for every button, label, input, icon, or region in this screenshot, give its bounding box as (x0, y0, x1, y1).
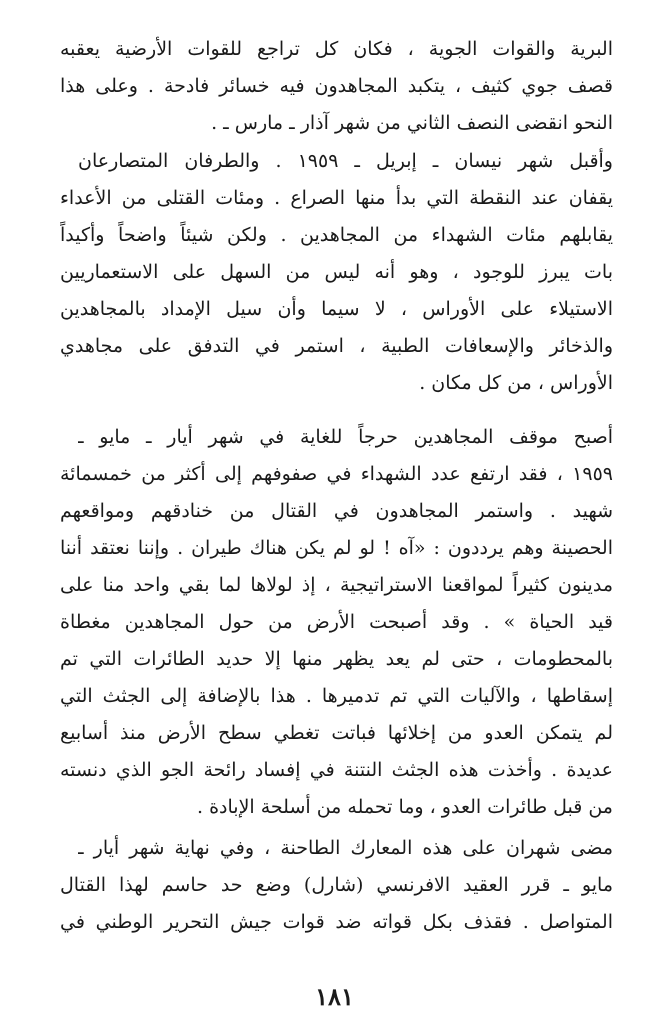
text-line: البرية والقوات الجوية ، فكان كل تراجع للقوات الأرضية يعقبه (60, 38, 613, 60)
text-line: ١٩٥٩ ، فقد ارتفع عدد الشهداء في صفوفهم إلى أكثر من خمسمائة (60, 463, 613, 485)
text-line: قيد الحياة » . وقد أصبحت الأرض من حول المجاهدين مغطاة (60, 611, 613, 633)
text-line: عديدة . وأخذت هذه الجثث النتنة في إفساد رائحة الجو الذي دنسته (60, 759, 613, 781)
text-line: بات يبرز للوجود ، وهو أنه ليس من السهل على الاستعماريين (60, 261, 613, 283)
text-line: يقفان عند النقطة التي بدأ منها الصراع . ومئات القتلى من الأعداء (60, 187, 613, 209)
text-line: النحو انقضى النصف الثاني من شهر آذار ـ مارس ـ . (211, 112, 613, 134)
text-line: الأوراس ، من كل مكان . (419, 372, 613, 394)
text-line: يقابلهم مئات الشهداء من المجاهدين . ولكن شيئاً واضحاً وأكيداً (60, 224, 613, 246)
text-line: مايو ـ قرر العقيد الافرنسي (شارل) وضع حد حاسم لهذا القتال (60, 874, 613, 896)
text-line: شهيد . واستمر المجاهدون في القتال من خنادقهم ومواقعهم (60, 500, 613, 522)
text-line: إسقاطها ، والآليات التي تم تدميرها . هذا بالإضافة إلى الجثث التي (60, 685, 613, 707)
text-line: لم يتمكن العدو من إخلائها فباتت تغطي سطح الأرض منذ أسابيع (60, 722, 613, 744)
text-line: قصف جوي كثيف ، يتكبد المجاهدون فيه خسائر فادحة . وعلى هذا (60, 75, 613, 97)
text-line: الاستيلاء على الأوراس ، لا سيما وأن سيل الإمداد بالمجاهدين (60, 298, 613, 320)
page-number: ١٨١ (315, 982, 354, 1011)
text-line: الحصينة وهم يرددون : «آه ! لو لم يكن هناك طيران . وإننا نعتقد أننا (60, 537, 613, 559)
text-line: مضى شهران على هذه المعارك الطاحنة ، وفي نهاية شهر أيار ـ (78, 837, 613, 859)
text-line: بالمحطومات ، حتى لم يعد يظهر منها إلا حديد الطائرات التي تم (60, 648, 613, 670)
text-line: المتواصل . فقذف بكل قواته ضد قوات جيش التحرير الوطني في (60, 911, 613, 933)
text-line: مدينون كثيراً لمواقعنا الاستراتيجية ، إذ لولاها لما بقي واحد منا على (60, 574, 613, 596)
text-line: والذخائر والإسعافات الطبية ، استمر في التدفق على مجاهدي (60, 335, 613, 357)
text-line: أصبح موقف المجاهدين حرجاً للغاية في شهر أيار ـ مايو ـ (78, 426, 613, 448)
text-line: وأقبل شهر نيسان ـ إبريل ـ ١٩٥٩ . والطرفان المتصارعان (78, 150, 613, 172)
text-line: من قبل طائرات العدو ، وما تحمله من أسلحة الإبادة . (197, 796, 613, 818)
